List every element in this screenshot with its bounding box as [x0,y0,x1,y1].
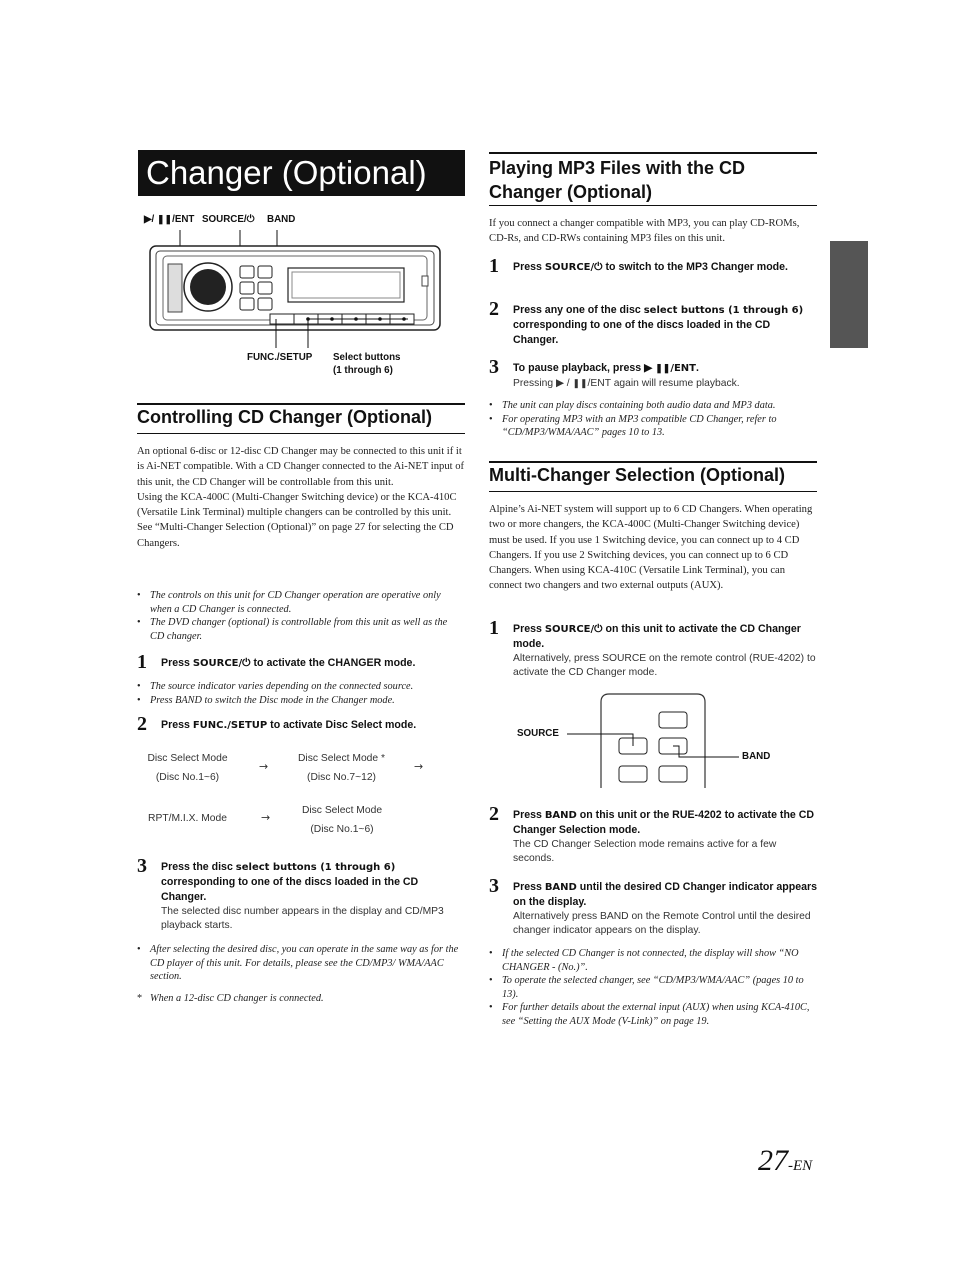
power-icon: ⏻ [242,657,251,669]
remote-diagram [513,690,793,790]
flow-rpt-mix: RPT/M.I.X. Mode [148,813,227,824]
func-setup-label: FUNC./SETUP [247,352,313,363]
play-icon: ▶ [644,362,653,374]
controlling-step1: Press SOURCE/⏻ to activate the CHANGER mode. [161,657,416,669]
controlling-heading: Controlling CD Changer (Optional) [137,403,465,434]
select-buttons-label: Select buttons (1 through 6) [333,352,401,376]
play-icon: ▶ [555,378,564,389]
power-icon: ⏻ [594,261,603,273]
remote-drawing [513,690,793,790]
step-number-2: 2 [489,298,499,320]
controlling-notes: • The controls on this unit for CD Changer operation are operative only when a CD Changer is connected. • The DVD changer (optional) is controllable from this unit as well as the CD changer. [137,590,448,642]
flow-disc-select-1-6: Disc Select Mode (Disc No.1~6) [147,753,228,783]
step-number-3: 3 [137,855,147,877]
flow-disc-select-1-6-b: Disc Select Mode (Disc No.1~6) [301,805,383,835]
pause-icon: ❚❚ [157,214,173,224]
footnote: * When a 12-disc CD changer is connected. [137,993,324,1004]
mp3-step1: Press SOURCE/⏻ to switch to the MP3 Changer mode. [513,261,788,273]
band-label: BAND [267,214,296,225]
play-icon: ▶ [144,214,152,225]
remote-source-label: SOURCE [517,728,559,739]
source-power-label: SOURCE/⏻ [202,214,255,225]
step-number-1: 1 [137,651,147,673]
multi-heading: Multi-Changer Selection (Optional) [489,461,817,492]
step3-note: • After selecting the desired disc, you can operate in the same way as for the CD player of this unit. For details, please see the CD/MP3/ WMA/AAC section. [137,944,459,983]
section-tab [830,241,868,348]
step-number-1: 1 [489,617,499,639]
page-title: Changer (Optional) [138,150,465,196]
pause-icon: ❚❚ [655,363,671,373]
power-icon: ⏻ [246,214,255,225]
flow-arrow: → [414,760,424,773]
mp3-step2: Press any one of the disc select buttons (1 through 6) corresponding to one of the discs loaded in the CD Changer. [513,304,804,346]
mp3-heading: Playing MP3 Files with the CD Changer (Optional) [489,152,817,206]
step-number-2: 2 [489,803,499,825]
mp3-step3: To pause playback, press ▶ ❚❚/ENT. Pressing ▶ / ❚❚/ENT again will resume playback. [513,362,740,389]
step1-notes: • The source indicator varies depending on the connected source. • Press BAND to switch the Disc mode in the Changer mode. [137,681,414,706]
power-icon: ⏻ [594,623,603,635]
pause-icon: ❚❚ [572,378,588,388]
flow-disc-select-7-12: Disc Select Mode * (Disc No.7~12) [298,753,385,783]
multi-step2: Press BAND on this unit or the RUE-4202 to activate the CD Changer Selection mode. The CD Changer Selection mode remains active for a few seconds. [513,809,815,864]
controlling-body: An optional 6-disc or 12-disc CD Changer may be connected to this unit if it is Ai-NET compatible. With a CD Changer connected to the Ai-NET input of this unit, the CD Changer will be controllable from this unit. Using the KCA-400C (Multi-Changer Switching device) or the KCA-410C (Versatile Link Terminal) multiple changers can be controlled by this unit. See “Multi-Changer Selection (Optional)” on page 27 for selecting the CD Changers. [137,446,465,549]
page-number: 27-EN [758,1144,813,1177]
flow-arrow: → [259,760,269,773]
multi-intro: Alpine’s Ai-NET system will support up to 6 CD Changers. When operating two or more changers, the KCA-400C (Multi-Changer Switching device) must be used. If you use 1 Switching device, you can connect up to 4 CD Changers. If you use 2 Switching devices, you can connect up to 6 CD Changers. When using KCA-410C (Versatile Link Terminal), you can connect two changers and two external outputs (AUX). [489,504,813,592]
step-number-3: 3 [489,356,499,378]
remote-band-label: BAND [742,751,771,762]
controlling-step3: Press the disc select buttons (1 through 6) corresponding to one of the discs loaded in the CD Changer. The selected disc number appears in the display and CD/MP3 playback starts. [161,861,444,931]
flow-arrow: → [261,811,271,824]
step-number-3: 3 [489,875,499,897]
head-unit-diagram [140,208,470,383]
step-number-1: 1 [489,255,499,277]
play-pause-ent-label: ▶/ ❚❚/ENT [144,214,195,225]
step-number-2: 2 [137,713,147,735]
controlling-step2: Press FUNC./SETUP to activate Disc Select mode. [161,719,417,731]
multi-step3: Press BAND until the desired CD Changer indicator appears on the display. Alternatively press BAND on the Remote Control until the desired changer indicator appears on the display. [513,881,818,936]
multi-notes: • If the selected CD Changer is not connected, the display will show “NO CHANGER - (No.)”. • To operate the selected changer, see “CD/MP3/WMA/AAC” (pages 10 to 13). • For further details about the external input (AUX) when using KCA-410C, see “Setting the AUX Mode (V-Link)” on page 19. [489,948,810,1027]
multi-step1: Press SOURCE/⏻ on this unit to activate the CD Changer mode. Alternatively, press SOURCE on the remote control (RUE-4202) to activate the CD Changer mode. [513,623,816,678]
mp3-notes: • The unit can play discs containing both audio data and MP3 data. • For operating MP3 with an MP3 compatible CD Changer, refer to “CD/MP3/WMA/AAC” pages 10 to 13. [489,400,777,439]
mp3-intro: If you connect a changer compatible with MP3, you can play CD-ROMs, CD-Rs, and CD-RWs containing MP3 files on this unit. [489,218,800,245]
